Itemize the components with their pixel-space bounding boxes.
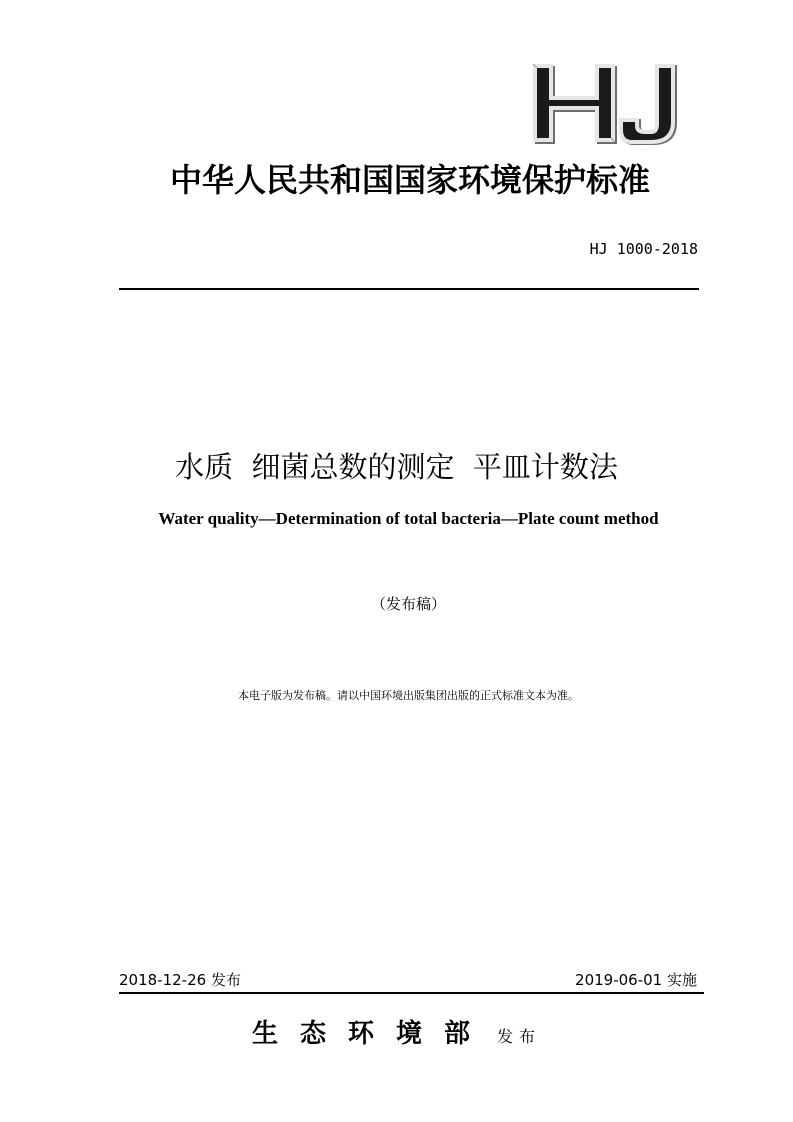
electronic-version-notice: 本电子版为发布稿。请以中国环境出版集团出版的正式标准文本为准。 (238, 689, 579, 702)
top-divider (119, 288, 699, 290)
bottom-divider (119, 992, 704, 994)
issuing-authority-title: 中华人民共和国国家环境保护标准 (169, 161, 650, 199)
standard-number: HJ 1000-2018 (589, 240, 698, 258)
publisher-line (0, 1014, 793, 1057)
issue-date: 2018-12-26 发布 (119, 971, 241, 989)
logo-letter-j (619, 64, 677, 145)
standard-title-english: Water quality—Determination of total bacteria—Plate count method (158, 509, 659, 528)
draft-status-label: （发布稿） (370, 595, 446, 613)
publisher-name: 生态环境部 (251, 1019, 492, 1049)
implementation-date: 2019-06-01 实施 (575, 971, 697, 989)
standard-title-chinese: 水质 细菌总数的测定 平皿计数法 (175, 450, 618, 484)
hj-logo-graphic (527, 60, 682, 146)
logo-letter-h (533, 64, 617, 144)
publisher-suffix: 发布 (497, 1027, 542, 1046)
hj-logo (527, 60, 682, 146)
